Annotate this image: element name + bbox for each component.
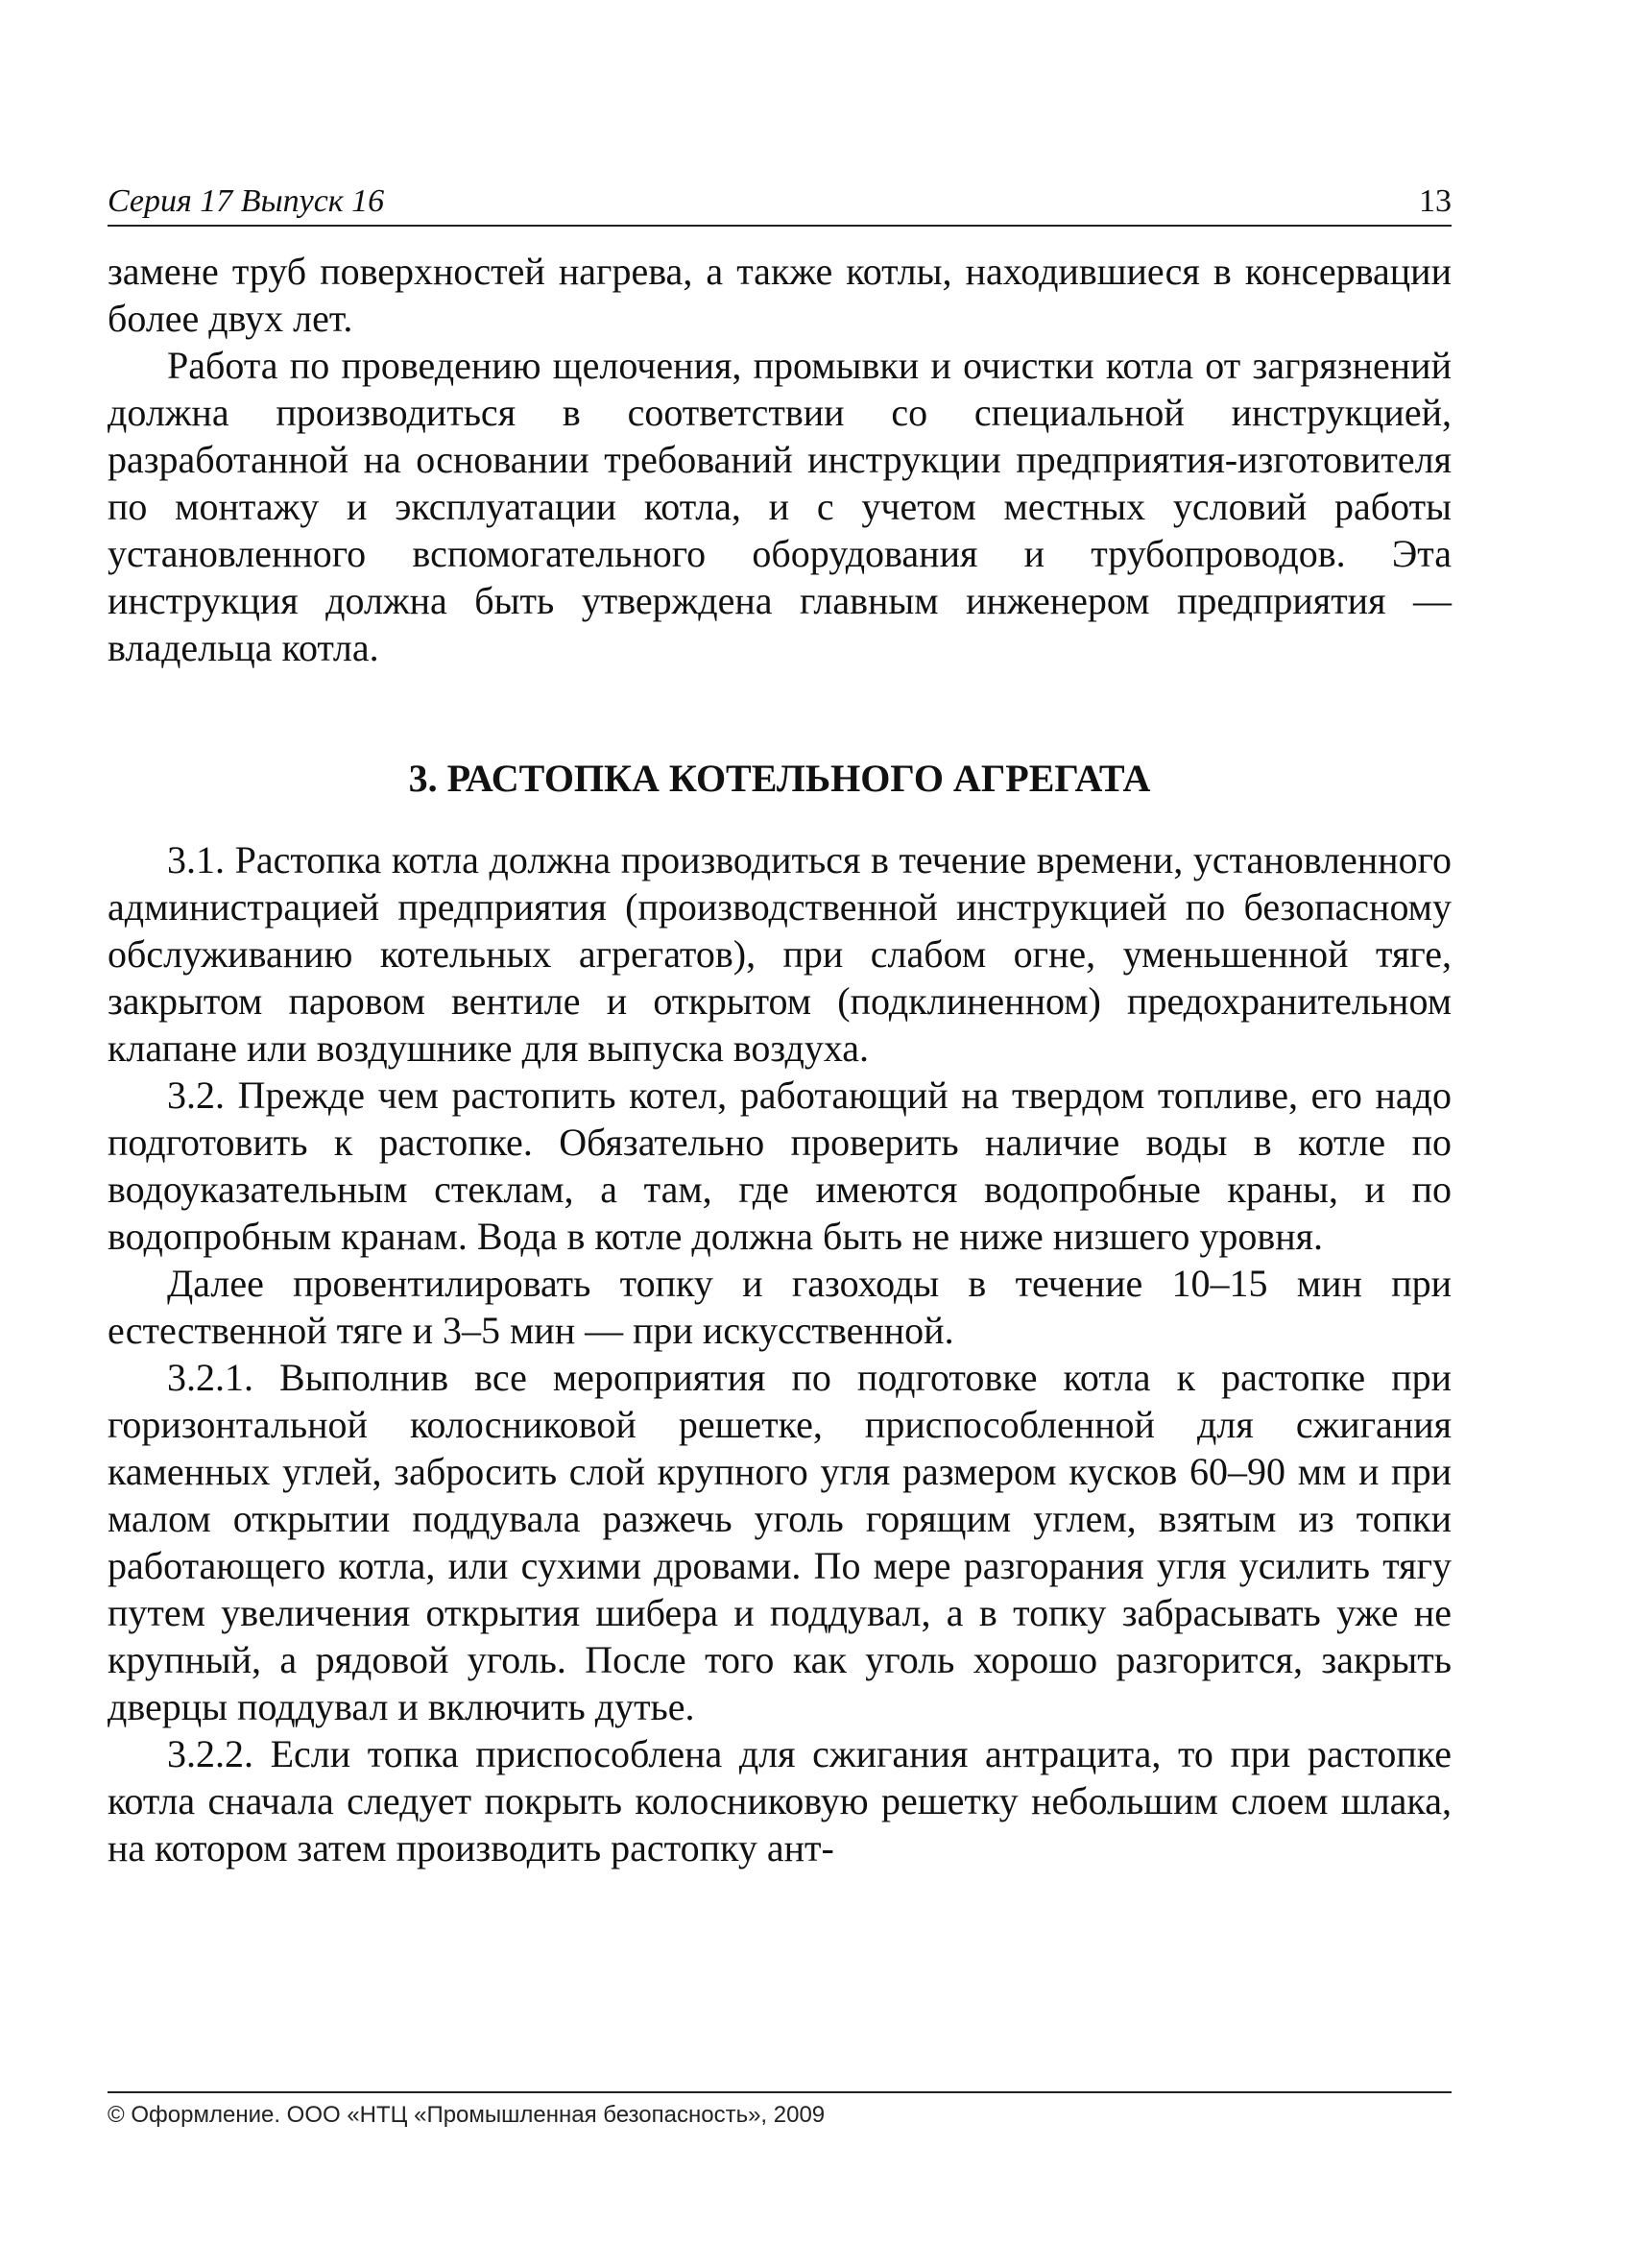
copyright-notice: © Оформление. ООО «НТЦ «Промышленная безопасность», 2009 — [108, 2102, 826, 2128]
page-number: 13 — [1419, 183, 1452, 219]
paragraph-3-2-2: 3.2.2. Если топка приспособлена для сжигания антрацита, то при растопке котла сначала следует покрыть колосниковую решетку небольшим слоем шлака, на котором затем производить растопку ант- — [108, 1732, 1452, 1870]
paragraph-continuation: замене труб поверхностей нагрева, а также котлы, находившиеся в консервации более двух лет. — [108, 250, 1452, 340]
document-page — [108, 182, 1452, 1871]
page-footer — [108, 2091, 1452, 2130]
paragraph-ventilation: Далее провентилировать топку и газоходы в течение 10–15 мин при естественной тяге и 3–5 мин — при искусственной. — [108, 1262, 1452, 1352]
paragraph-3-2-1: 3.2.1. Выполнив все мероприятия по подготовке котла к растопке при горизонтальной колосниковой решетке, приспособленной для сжигания каменных углей, забросить слой крупного угля размером кусков 60–90 мм и при малом открытии поддувала разжечь уголь горящим углем, взятым из топки работающего котла, или сухими дровами. По мере разгорания угля усилить тягу путем увеличения открытия шибера и поддувал, а в топку забрасывать уже не крупный, а рядовой уголь. После того как уголь хорошо разгорится, закрыть дверцы поддувал и включить дутье. — [108, 1356, 1452, 1728]
paragraph-3-1: 3.1. Растопка котла должна производиться в течение времени, установленного администрацией предприятия (производственной инструкцией по безопасному обслуживанию котельных агрегатов), при слабом огне, уменьшенной тяге, закрытом паровом вентиле и открытом (подклиненном) предохранительном клапане или воздушнике для выпуска воздуха. — [108, 838, 1452, 1070]
paragraph-3-2: 3.2. Прежде чем растопить котел, работающий на твердом топливе, его надо подготовить к растопке. Обязательно проверить наличие воды в котле по водоуказательным стеклам, а там, где имеются водопробные краны, и по водопробным кранам. Вода в котле должна быть не ниже низшего уровня. — [108, 1074, 1452, 1258]
running-header — [108, 182, 1452, 227]
body-text — [108, 248, 1452, 1871]
series-title: Серия 17 Выпуск 16 — [108, 183, 385, 219]
section-heading: 3. РАСТОПКА КОТЕЛЬНОГО АГРЕГАТА — [408, 757, 1151, 800]
paragraph: Работа по проведению щелочения, промывки и очистки котла от загрязнений должна производиться в соответствии со специальной инструкцией, разработанной на основании требований инструкции предприятия-изготовителя по монтажу и эксплуатации котла, и с учетом местных условий работы установленного вспомогательного оборудования и трубопроводов. Эта инструкция должна быть утверждена главным инженером предприятия — владельца котла. — [108, 344, 1452, 669]
